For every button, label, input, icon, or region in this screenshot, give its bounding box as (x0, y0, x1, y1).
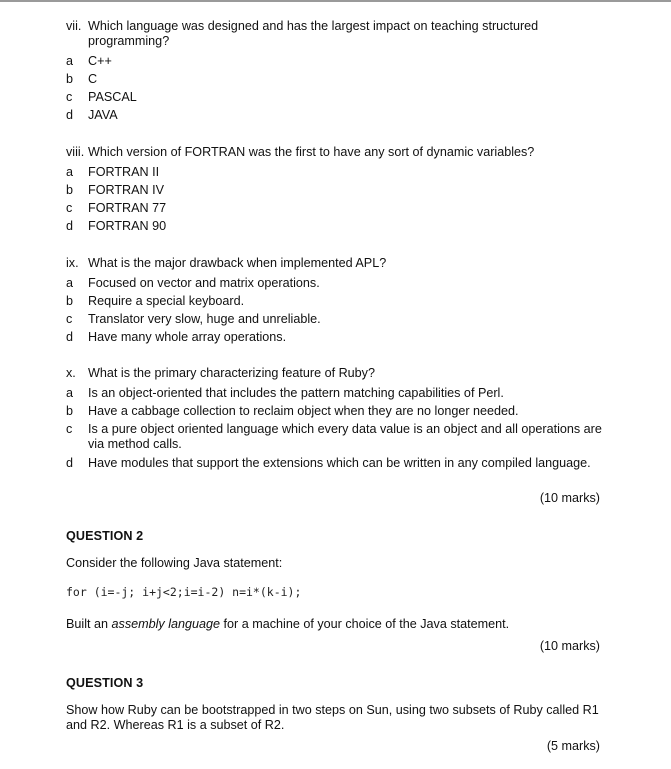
question-text: Which language was designed and has the largest impact on teaching structured programming? (88, 19, 539, 48)
question-vii (66, 19, 606, 126)
question-text: Which version of FORTRAN was the first to have any sort of dynamic variables? (88, 145, 535, 159)
option-text: Is an object-oriented that includes the pattern matching capabilities of Perl. (88, 386, 504, 400)
question-number: vii. (66, 19, 82, 33)
option-text: FORTRAN II (88, 165, 160, 179)
option-a (66, 276, 606, 291)
option-text: Translator very slow, huge and unreliable. (88, 312, 321, 326)
option-letter: b (66, 72, 74, 86)
option-letter: d (66, 219, 74, 233)
option-text: FORTRAN 77 (88, 201, 167, 215)
question-x (66, 366, 606, 474)
option-letter: d (66, 108, 74, 122)
option-letter: c (66, 201, 73, 215)
option-text: FORTRAN IV (88, 183, 165, 197)
option-b (66, 294, 606, 309)
option-text: C (88, 72, 98, 86)
option-b (66, 404, 606, 419)
option-a (66, 386, 606, 401)
option-letter: c (66, 90, 73, 104)
option-letter: c (66, 422, 73, 436)
options-list (66, 276, 606, 345)
java-code-statement: for (i=-j; i+j<2;i=i-2) n=i*(k-i); (66, 585, 302, 599)
question-2-marks: (10 marks) (539, 639, 600, 653)
question-text: What is the major drawback when implemented APL? (88, 256, 387, 270)
options-list (66, 165, 606, 234)
question-2-intro: Consider the following Java statement: (66, 556, 283, 570)
option-d (66, 108, 606, 123)
option-letter: d (66, 330, 74, 344)
option-letter: b (66, 294, 74, 308)
option-letter: b (66, 183, 74, 197)
option-a (66, 54, 606, 69)
option-letter: c (66, 312, 73, 326)
question-3-heading: QUESTION 3 (66, 676, 144, 690)
option-letter: a (66, 276, 74, 290)
question-number: x. (66, 366, 76, 380)
option-text: Have many whole array operations. (88, 330, 287, 344)
option-letter: a (66, 54, 74, 68)
question-2-task (66, 617, 606, 632)
question-number: viii. (66, 145, 85, 159)
option-text: JAVA (88, 108, 118, 122)
option-letter: b (66, 404, 74, 418)
option-c (66, 312, 606, 327)
option-letter: a (66, 386, 74, 400)
question-viii (66, 145, 606, 237)
option-c (66, 90, 606, 105)
question-3-text: Show how Ruby can be bootstrapped in two steps on Sun, using two subsets of Ruby called R1 and R2. Whereas R1 is a subset of R2. (66, 703, 599, 732)
options-list (66, 386, 606, 471)
option-text: Focused on vector and matrix operations. (88, 276, 320, 290)
option-d (66, 330, 606, 345)
option-b (66, 183, 606, 198)
options-list (66, 54, 606, 123)
task-emphasis: assembly language (111, 617, 221, 631)
option-text: FORTRAN 90 (88, 219, 167, 233)
question-number: ix. (66, 256, 79, 270)
option-c (66, 201, 606, 216)
option-text: Have modules that support the extensions which can be written in any compiled language. (88, 456, 591, 470)
option-c (66, 422, 606, 452)
question-3-marks: (5 marks) (546, 739, 600, 753)
question-1-marks: (10 marks) (539, 491, 600, 505)
task-text-before: Built an (66, 617, 112, 631)
option-d (66, 456, 606, 471)
option-text: PASCAL (88, 90, 137, 104)
option-letter: d (66, 456, 74, 470)
option-b (66, 72, 606, 87)
question-text: What is the primary characterizing feature of Ruby? (88, 366, 375, 380)
option-a (66, 165, 606, 180)
option-text: Require a special keyboard. (88, 294, 245, 308)
option-text: C++ (88, 54, 112, 68)
question-ix (66, 256, 606, 348)
task-text-after: for a machine of your choice of the Java statement. (220, 617, 510, 631)
option-text: Is a pure object oriented language which every data value is an object and all operations are via method calls. (88, 422, 602, 451)
option-d (66, 219, 606, 234)
option-text: Have a cabbage collection to reclaim object when they are no longer needed. (88, 404, 519, 418)
question-2-heading: QUESTION 2 (66, 529, 144, 543)
option-letter: a (66, 165, 74, 179)
